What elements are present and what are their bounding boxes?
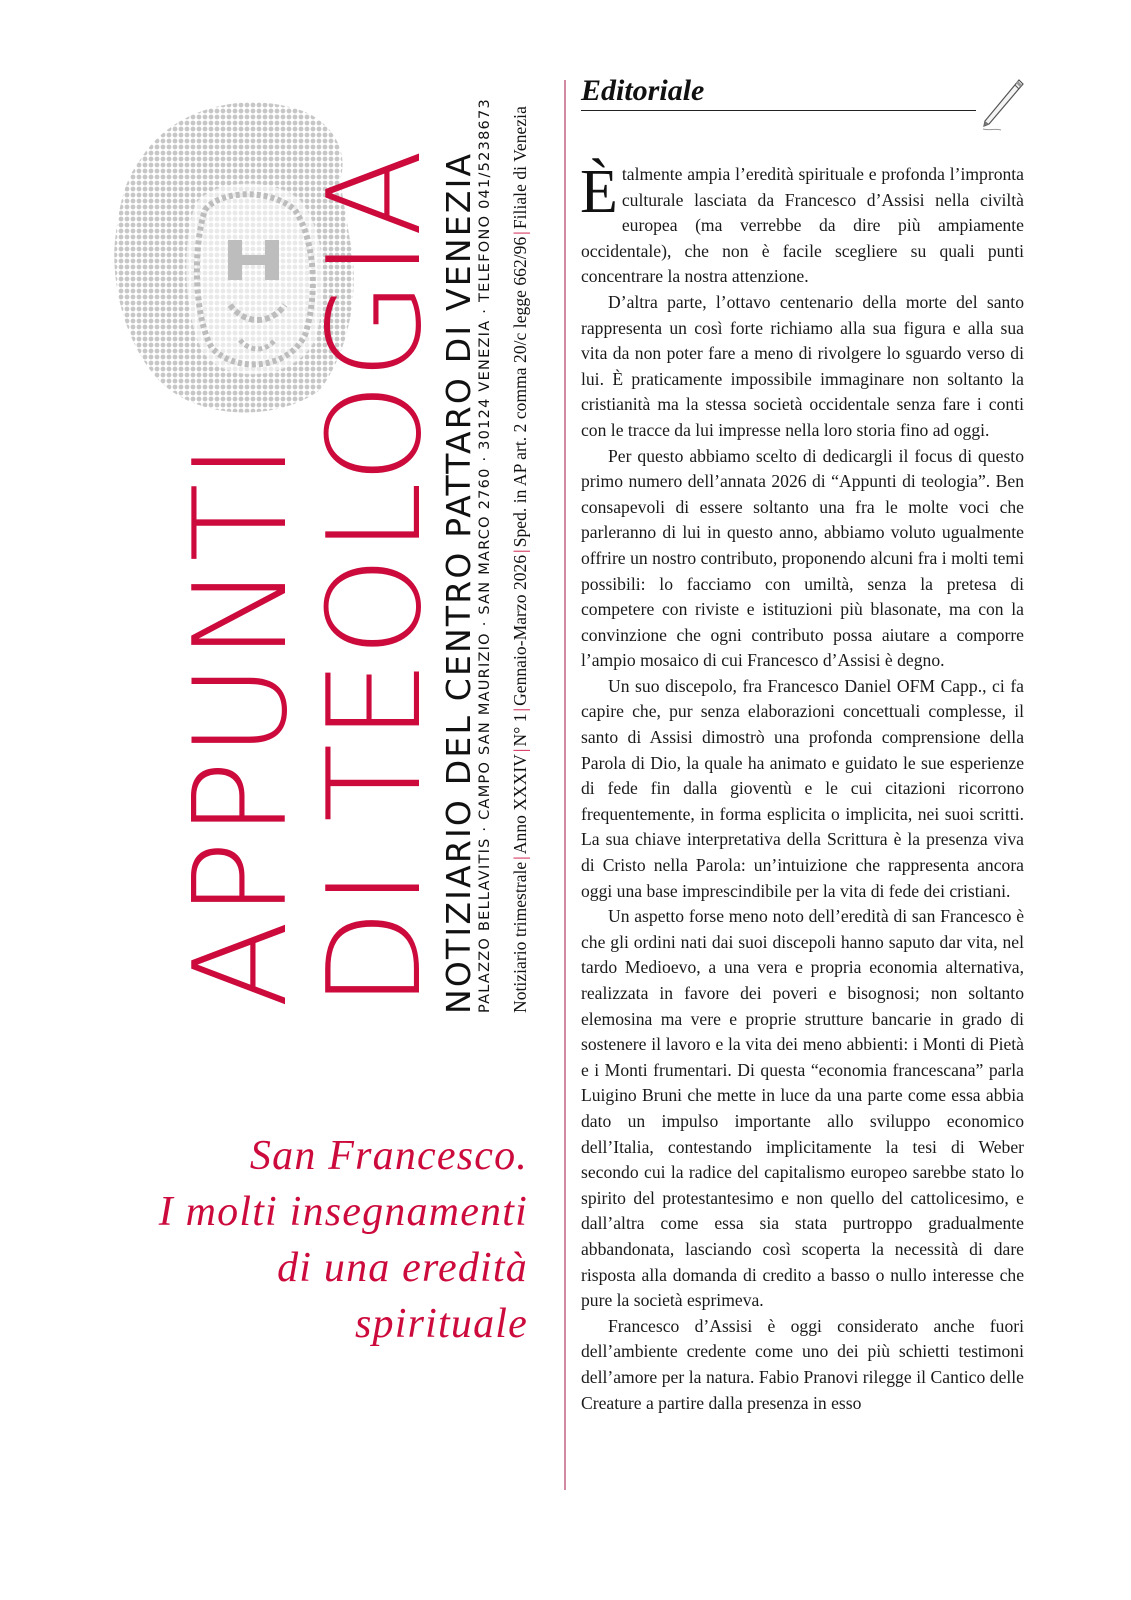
headline-line: San Francesco. <box>249 1133 528 1179</box>
masthead-subtitle: NOTIZIARIO DEL CENTRO PATTARO DI VENEZIA <box>439 151 478 1014</box>
info-branch: Filiale di Venezia <box>510 106 530 230</box>
separator: | <box>510 231 530 235</box>
drop-cap: È <box>580 158 618 226</box>
pen-icon <box>975 76 1025 134</box>
paragraph: Francesco d’Assisi è oggi considerato anche fuori dell’ambiente credente come uno dei più schietti testimoni dell’amore per la natura. Fabio Pranovi rilegge il Cantico delle Creature a partire dalla presenza in esso <box>581 1315 1024 1413</box>
separator: | <box>510 549 530 553</box>
separator: | <box>510 748 530 753</box>
separator: | <box>510 707 530 712</box>
masthead-publication-info <box>512 106 530 1013</box>
headline-line: spirituale <box>354 1301 528 1347</box>
headline-line: I molti insegnamenti <box>158 1189 528 1235</box>
info-postal: Sped. in AP art. 2 comma 20/c legge 662/96 <box>510 236 530 548</box>
paragraph: Ètalmente ampia l’eredità spirituale e profonda l’impronta culturale lasciata da Francesco d’Assisi nella civiltà europea (ma verrebbe da dire più ampiamente occidentale), che non è facile scegliere su quali punti concentrare la nostra attenzione. <box>580 158 1024 287</box>
masthead-address: PALAZZO BELLAVITIS · CAMPO SAN MAURIZIO · SAN MARCO 2760 · 30124 VENEZIA · TELEFONO 041/5238673 <box>477 98 493 1013</box>
paragraph: Un aspetto forse meno noto dell’eredità di san Francesco è che gli ordini nati dai suoi discepoli hanno saputo dar vita, nel tardo Medioevo, a una vera e propria economia alternativa, realizzata in favore dei poveri e bisognosi; non soltanto elemosina ma vere e proprie strutture bancarie in grado di sostenere il lavoro e la vita dei meno abbienti: i Monti di Pietà e i Monti frumentari. Di questa “economia francescana” parla Luigino Bruni che mette in luce da una parte come essa abbia dato un impulso importante allo sviluppo economico dell’Italia, contestando implicitamente la tesi di Weber secondo cui la radice del capitalismo europeo sarebbe stato lo spirito del protestantesimo e non quello del cattolicesimo, e dall’altra come essa sia stata purtroppo gradualmente abbandonata, lasciando così scoperta la necessità di dare risposta alla domanda di credito a basso o nullo interesse che pure la società esprimeva. <box>581 906 1024 1311</box>
separator: | <box>510 856 530 860</box>
column-divider <box>564 80 566 1490</box>
info-year: Anno XXXIV <box>510 754 530 855</box>
title-rule <box>581 110 976 111</box>
section-title: Editoriale <box>581 74 705 107</box>
masthead-title-line2: DI TEOLOGIA <box>301 146 450 1008</box>
info-frequency: Notiziario trimestrale <box>510 861 530 1013</box>
info-issue: N° 1 <box>510 713 530 747</box>
headline-line: di una eredità <box>277 1245 528 1291</box>
info-period: Gennaio-Marzo 2026 <box>510 554 530 706</box>
cover-headline <box>159 1128 528 1352</box>
paragraph: Per questo abbiamo scelto di dedicargli il focus di questo primo numero dell’annata 2026 di “Appunti di teologia”. Ben consapevoli di essere soltanto una fra le molte voci che parleranno di lui in questo anno, abbiamo voluto ugualmente offrire un nostro contributo, proponendo alcuni fra i molti temi possibili: lo facciamo con umiltà, senza la pretesa di competere con riviste e istituzioni più blasonate, ma con la convinzione che ogni contributo possa aiutare a comporre l’ampio mosaico di cui Francesco d’Assisi è degno. <box>581 445 1024 671</box>
editorial-header <box>581 72 976 111</box>
editorial-body <box>580 158 1024 1416</box>
paragraph: D’altra parte, l’ottavo centenario della morte del santo rappresenta un così forte richiamo alla sua figura e alla sua vita da non poter fare a meno di rivolgere lo sguardo verso di lui. È praticamente impossibile immaginare non soltanto la cristianità ma la stessa società occidentale senza fare i conti con le tracce da lui impresse nella loro storia fino ad oggi. <box>581 291 1024 440</box>
paragraph: Un suo discepolo, fra Francesco Daniel OFM Capp., ci fa capire che, pur senza elaborazioni concettuali complesse, il santo di Assisi dimostrò una profonda comprensione della Parola di Dio, la quale ha animato e guidato le sue esperienze di fede fin dalla gioventù e le cui citazioni ricorrono frequentemente, in forma esplicita o implicita, nei suoi scritti. La sua chiave interpretativa della Scrittura è la presenza viva di Cristo nella Parola: un’intuizione che rappresenta ancora oggi una base imprescindibile per la vita di fede dei cristiani. <box>581 675 1024 901</box>
masthead-title-line1: APPUNTI <box>167 439 316 1008</box>
